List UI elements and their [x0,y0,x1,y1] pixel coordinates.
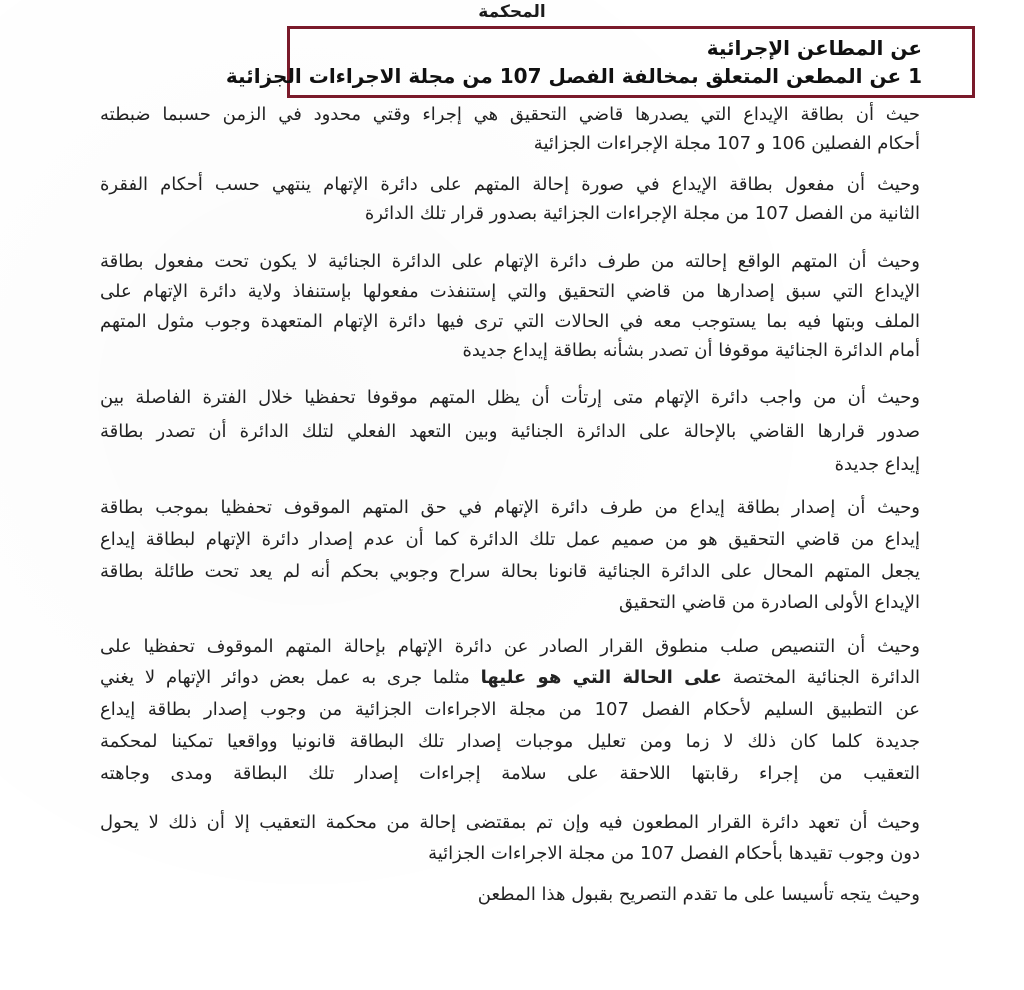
paragraph-3-line-1: وحيث أن المتهم الواقع إحالته من طرف دائرة الإتهام على الدائرة الجنائية لا يكون تحت مفعول بطاقة [100,251,920,272]
paragraph-4-line-3: إيداع جديدة [834,454,920,475]
paragraph-2-line-1: وحيث أن مفعول بطاقة الإيداع في صورة إحالة المتهم على دائرة الإتهام ينتهي حسب أحكام الفقرة [100,174,920,195]
paragraph-2-line-2: الثانية من الفصل 107 من مجلة الإجراءات الجزائية بصدور قرار تلك الدائرة [364,203,920,224]
paragraph-3-line-2: الإيداع التي سبق إصدارها من قاضي التحقيق والتي إستنفذت مفعولها بإستنفاذ ولاية دائرة الإتهام على [100,281,920,302]
paragraph-5-line-2: إيداع من قاضي التحقيق هو من صميم عمل تلك الدائرة كما أن عدم إصدار دائرة الإتهام لبطاقة إيداع [100,529,920,550]
paragraph-3-line-4: أمام الدائرة الجنائية موقوفا أن تصدر بشأنه بطاقة إيداع جديدة [462,340,920,361]
court-title: المحكمة [478,2,546,22]
paragraph-1-line-1: حيث أن بطاقة الإيداع التي يصدرها قاضي التحقيق هي إجراء وقتي محدود في الزمن حسبما ضبطته [100,104,920,125]
paragraph-7-line-2: دون وجوب تقيدها بأحكام الفصل 107 من مجلة الاجراءات الجزائية [428,843,920,864]
paragraph-6-line-3: عن التطبيق السليم لأحكام الفصل 107 من مجلة الاجراءات الجزائية من وجوب إصدار بطاقة إيداع [100,699,920,720]
paragraph-4-line-1: وحيث أن من واجب دائرة الإتهام متى إرتأت أن يظل المتهم موقوفا تحفظيا خلال الفترة الفاصلة بين [100,387,920,408]
paragraph-4-line-2: صدور قرارها القاضي بالإحالة على الدائرة الجنائية وبين التعهد الفعلي لتلك الدائرة أن تصدر بطاقة [100,421,920,442]
paragraph-3-line-3: الملف وبتها فيه بما يستوجب معه في الحالات التي ترى فيها دائرة الإتهام المتعهدة وجوب مثول المتهم [100,311,920,332]
paragraph-5-line-3: يجعل المتهم المحال على الدائرة الجنائية قانونا بحالة سراح وجوبي بحكم أنه لم يعد تحت طائلة بطاقة [100,561,920,582]
paragraph-6-line-2-start: الدائرة الجنائية المختصة [732,667,920,688]
paragraph-5-line-4: الإيداع الأولى الصادرة من قاضي التحقيق [618,592,920,613]
paragraph-6-line-2-end: مثلما جرى به عمل بعض دوائر الإتهام لا يغني [100,667,470,688]
bold-phrase: على الحالة التي هو عليها [480,667,722,688]
paragraph-6-line-4: جديدة كلما كان ذلك لا زما ومن تعليل موجبات إصدار تلك البطاقة قانونيا وواقعيا تمكينا لمحكمة [100,731,920,752]
paragraph-1-line-2: أحكام الفصلين 106 و 107 مجلة الإجراءات الجزائية [533,133,920,154]
paragraph-6-line-2 [100,665,920,691]
paragraph-8-line-1: وحيث يتجه تأسيسا على ما تقدم التصريح بقبول هذا المطعن [477,884,920,905]
paragraph-6-line-1: وحيث أن التنصيص صلب منطوق القرار الصادر عن دائرة الإتهام بإحالة المتهم الموقوف تحفظيا على [100,636,920,657]
paragraph-7-line-1: وحيث أن تعهد دائرة القرار المطعون فيه وإن تم بمقتضى إحالة من محكمة التعقيب إلا أن ذلك لا يحول [100,812,920,833]
section-heading: عن المطاعن الإجرائية [706,36,922,60]
paragraph-6-line-5: التعقيب من إجراء رقابتها اللاحقة على سلامة إجراءات إصدار تلك البطاقة ومدى وجاهته [100,763,920,784]
paragraph-5-line-1: وحيث أن إصدار بطاقة إيداع من طرف دائرة الإتهام في حق المتهم الموقوف تحفظيا بموجب بطاقة [100,497,920,518]
subsection-heading: 1 عن المطعن المتعلق بمخالفة الفصل 107 من مجلة الاجراءات الجزائية [225,64,922,88]
